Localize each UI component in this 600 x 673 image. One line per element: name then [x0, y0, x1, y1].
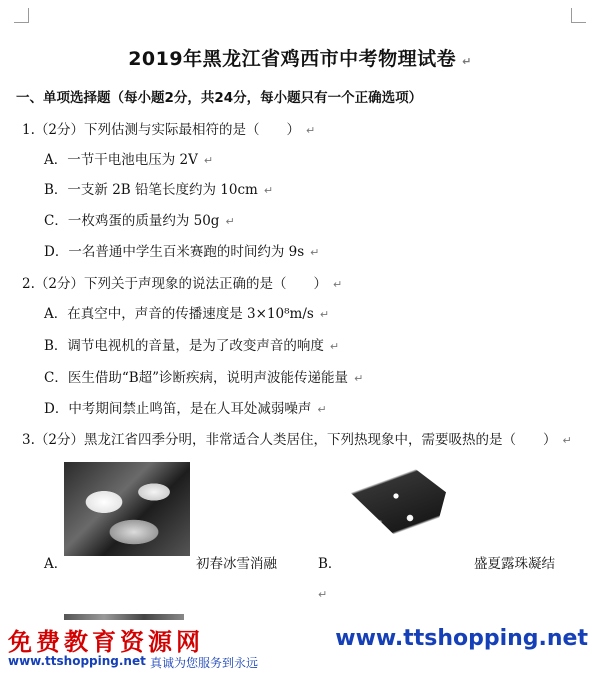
- footer-slogan: 真诚为您服务到永远: [150, 656, 259, 670]
- question-2-option-d: D．中考期间禁止鸣笛，是在人耳处减弱噪声 ↵: [44, 401, 327, 417]
- title-text: 2019年黑龙江省鸡西市中考物理试卷: [128, 48, 457, 70]
- question-1-option-c: C．一枚鸡蛋的质量约为 50g ↵: [44, 213, 235, 229]
- paragraph-mark-icon: ↵: [332, 278, 343, 291]
- paragraph-mark-icon: ↵: [319, 308, 330, 321]
- section-heading: 一、单项选择题（每小题2分，共24分，每小题只有一个正确选项）: [16, 90, 423, 106]
- brand-logo-text: 免费教育资源网: [8, 627, 204, 656]
- paragraph-mark-icon: ↵: [562, 434, 572, 447]
- paragraph-mark-icon: ↵: [317, 403, 327, 416]
- question-2-option-b: B．调节电视机的音量，是为了改变声音的响度 ↵: [44, 338, 340, 354]
- ice-melting-photo: [64, 462, 190, 556]
- paragraph-mark-icon: ↵: [305, 124, 316, 137]
- question-3-option-a-caption: 初春冰雪消融: [196, 556, 277, 572]
- question-1-option-d: D．一名普通中学生百米赛跑的时间约为 9s ↵: [44, 244, 320, 260]
- question-2-option-a: A．在真空中，声音的传播速度是 3×10⁸m/s ↵: [44, 306, 330, 322]
- dew-drops-leaf-photo: [340, 460, 446, 552]
- question-2-stem: 2.（2分）下列关于声现象的说法正确的是（ ） ↵: [22, 276, 343, 292]
- document-title: [0, 44, 600, 71]
- question-3-option-a-letter: A．: [44, 556, 68, 572]
- question-3-option-b-letter: B．: [318, 556, 342, 572]
- question-2-option-c: C．医生借助“B超”诊断疾病，说明声波能传递能量 ↵: [44, 370, 364, 386]
- question-3-stem: 3.（2分）黑龙江省四季分明，非常适合人类居住，下列热现象中，需要吸热的是（ ） ↵: [22, 432, 572, 448]
- paragraph-mark-icon: ↵: [329, 340, 340, 353]
- paragraph-mark-icon: ↵: [225, 215, 235, 228]
- question-1-stem: 1.（2分）下列估测与实际最相符的是（ ） ↵: [22, 122, 316, 138]
- paragraph-mark-icon: ↵: [310, 246, 320, 259]
- brand-url-link[interactable]: www.ttshopping.net: [335, 626, 588, 651]
- paragraph-mark-icon: ↵: [263, 184, 274, 197]
- question-1-option-a: A．一节干电池电压为 2V ↵: [44, 152, 214, 168]
- paragraph-mark-icon: ↵: [354, 372, 364, 385]
- footer-small-url-link[interactable]: www.ttshopping.net: [8, 654, 146, 668]
- paragraph-mark-icon: ↵: [462, 55, 472, 68]
- paragraph-mark-icon: ↵: [203, 154, 214, 167]
- question-3-option-b-caption: 盛夏露珠凝结: [474, 556, 555, 572]
- paragraph-mark-icon: ↵: [318, 588, 328, 601]
- question-1-option-b: B．一支新 2B 铅笔长度约为 10cm ↵: [44, 182, 274, 198]
